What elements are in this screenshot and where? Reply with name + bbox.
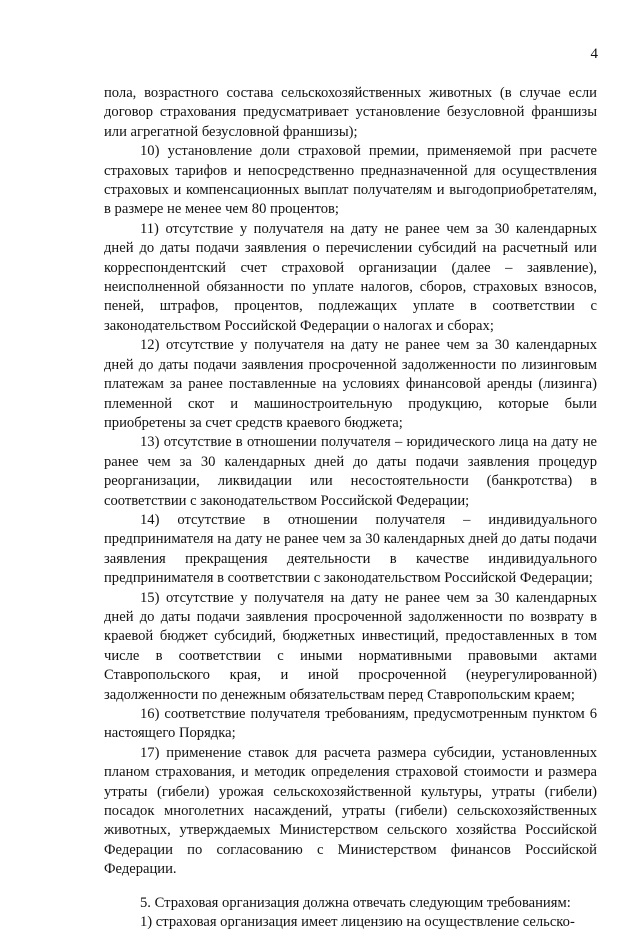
paragraph-item-11: 11) отсутствие у получателя на дату не ранее чем за 30 календарных дней до даты подачи заявления о перечислении субсидий на расчетный или корреспондентский счет страховой организации (далее – заявление), неисполненной обязанности по уплате налогов, сборов, страховых взносов, пеней, штрафов, процентов, подлежащих уплате в соответствии с законодательством Российской Федерации о налогах и сборах; [104,220,597,334]
paragraph-item-16: 16) соответствие получателя требованиям, предусмотренным пунктом 6 настоящего Порядка; [104,706,597,742]
section-5-heading: 5. Страховая организация должна отвечать следующим требованиям: [140,894,571,911]
document-body [104,84,597,932]
paragraph-item-14: 14) отсутствие в отношении получателя – индивидуального предпринимателя на дату не ранее чем за 30 календарных дней до даты подачи заявления прекращения деятельности в качестве индивидуального предпринимателя в соответствии с законодательством Российской Федерации; [104,511,597,587]
paragraph-item-12: 12) отсутствие у получателя на дату не ранее чем за 30 календарных дней до даты подачи заявления просроченной задолженности по лизинговым платежам за ранее поставленные на условиях финансовой аренды (лизинга) племенной скот и машиностроительную продукцию, которые были приобретены за счет средств краевого бюджета; [104,337,597,431]
paragraph-item-10: 10) установление доли страховой премии, применяемой при расчете страховых тарифов и непосредственно предназначенной для осуществления страховых и компенсационных выплат получателям и выгодоприобретателям, в размере не менее чем 80 процентов; [104,143,597,218]
paragraph-continuation: пола, возрастного состава сельскохозяйственных животных (в случае если договор страхования предусматривает установление безусловной франшизы или агрегатной безусловной франшизы); [104,85,597,140]
paragraph-item-13: 13) отсутствие в отношении получателя – юридического лица на дату не ранее чем за 30 календарных дней до даты подачи заявления процедур реорганизации, ликвидации или несостоятельности (банкротства) в соответствии с законодательством Российской Федерации; [104,434,597,509]
paragraph-section-5-item-1: 1) страховая организация имеет лицензию на осуществление сельско- [140,914,575,931]
paragraph-item-15: 15) отсутствие у получателя на дату не ранее чем за 30 календарных дней до даты подачи заявления просроченной задолженности по возврату в краевой бюджет субсидий, бюджетных инвестиций, предоставленных в том числе в соответствии с иными нормативными правовыми актами Ставропольского края, и иной просроченной (неурегулированной) задолженности по денежным обязательствам перед Ставропольским краем; [104,589,597,703]
paragraph-item-17: 17) применение ставок для расчета размера субсидии, установленных планом страхования, и методик определения страховой стоимости и размера утраты (гибели) урожая сельскохозяйственной культуры, утраты (гибели) посадок многолетних насаждений, утраты (гибели) сельскохозяйственных животных, утверждаемых Министерством сельского хозяйства Российской Федерации по согласованию с Министерством финансов Российской Федерации. [104,744,597,878]
page-number: 4 [590,46,598,62]
